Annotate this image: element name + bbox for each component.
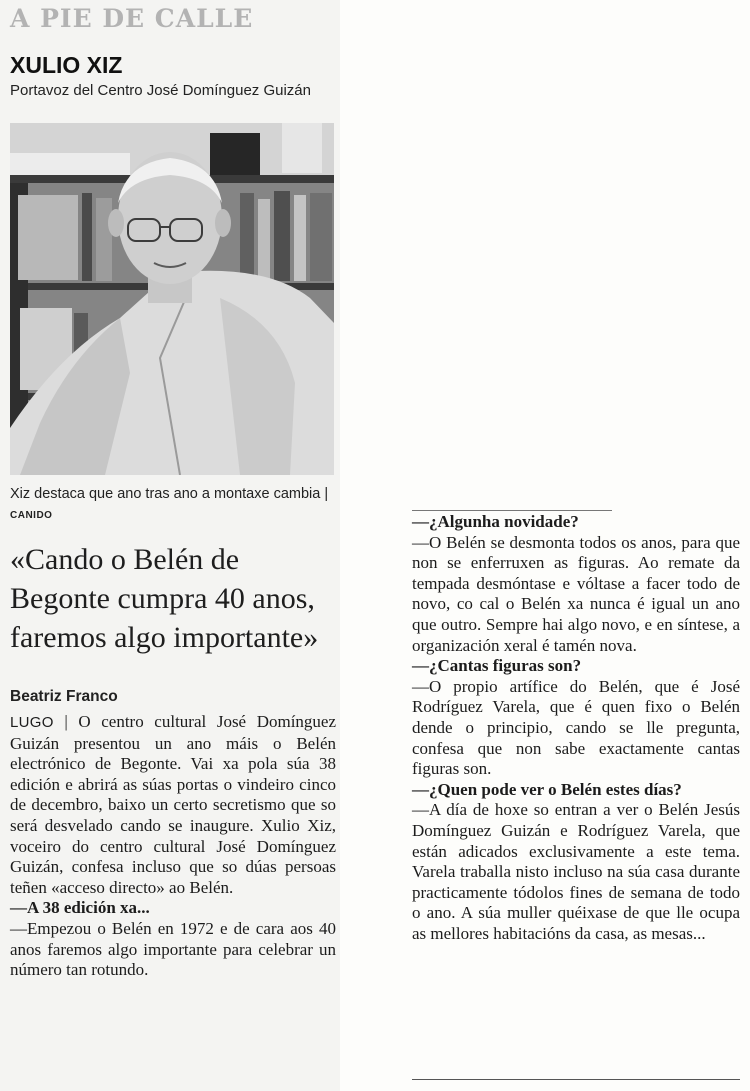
intro-text: O centro cultural José Domínguez Guizán presentou un ano máis o Belén electrónico de Begonte. Vai xa pola súa 38 edición e abrirá as súas portas o vindeiro cinco de decembro, baixo un certo secretismo que so será desvelado cando se inaugure. Xulio Xiz, voceiro do centro cultural José Domínguez Guizán, confesa incluso que so dúas persoas teñen «acceso directo» ao Belén. — [10, 712, 337, 897]
answer-4: —A día de hoxe so entran a ver o Belén Jesús Domínguez Guizán e Rodríguez Varela, que están adicados exclusivamente a este tema. Varela traballa nisto incluso na súa casa durante practicamente tódolos fines de semana de todo o ano. A súa muller quéixase de que lle ocupa as mellores habitacións da casa, as mesas... — [412, 800, 740, 943]
article-headline: «Cando o Belén de Begonte cumpra 40 anos, faremos algo importante» — [10, 543, 319, 654]
question-1: —A 38 edición xa... — [10, 898, 150, 918]
column-top-rule — [412, 510, 612, 511]
dateline-place: LUGO — [10, 714, 54, 731]
answer-3: —O propio artífice do Belén, que é José Rodríguez Varela, que é quen fixo o Belén dende o principio, cando se lle pregunta, confesa que non sabe exactamente cantas figuras son. — [412, 676, 740, 779]
article-column-left — [10, 712, 336, 981]
answer-1: —Empezou o Belén en 1972 e de cara aos 40 anos faremos algo importante para celebrar un número tan rotundo. — [10, 918, 336, 980]
article-column-right — [412, 512, 740, 944]
interviewee-name: XULIO XIZ — [10, 52, 123, 78]
interviewee-role: Portavoz del Centro José Domínguez Guizán — [10, 82, 311, 99]
intro-paragraph — [10, 712, 336, 898]
column-bottom-rule — [412, 1079, 740, 1080]
section-heading: A PIE DE CALLE — [10, 4, 254, 33]
caption-text: Xiz destaca que ano tras ano a montaxe cambia — [10, 486, 321, 502]
answer-2: —O Belén se desmonta todos os anos, para que non se enferruxen as figuras. Ao remate da tempada desmóntase e vóltase a facer todo de novo, co cal o Belén xa nunca é igual un ano que outro. Sempre hai algo novo, e en síntese, a organización xeral é tamén nova. — [412, 532, 740, 655]
question-4: —¿Quen pode ver o Belén estes días? — [412, 779, 682, 799]
question-3: —¿Cantas figuras son? — [412, 656, 582, 676]
portrait-illustration — [10, 123, 334, 475]
photo-caption — [10, 484, 340, 526]
byline: Beatriz Franco — [10, 688, 118, 705]
caption-divider: | — [324, 486, 329, 502]
portrait-photo — [10, 123, 334, 475]
dateline-separator: | — [64, 712, 68, 731]
question-2: —¿Algunha novidade? — [412, 512, 579, 531]
photo-credit: CANIDO — [10, 510, 53, 521]
